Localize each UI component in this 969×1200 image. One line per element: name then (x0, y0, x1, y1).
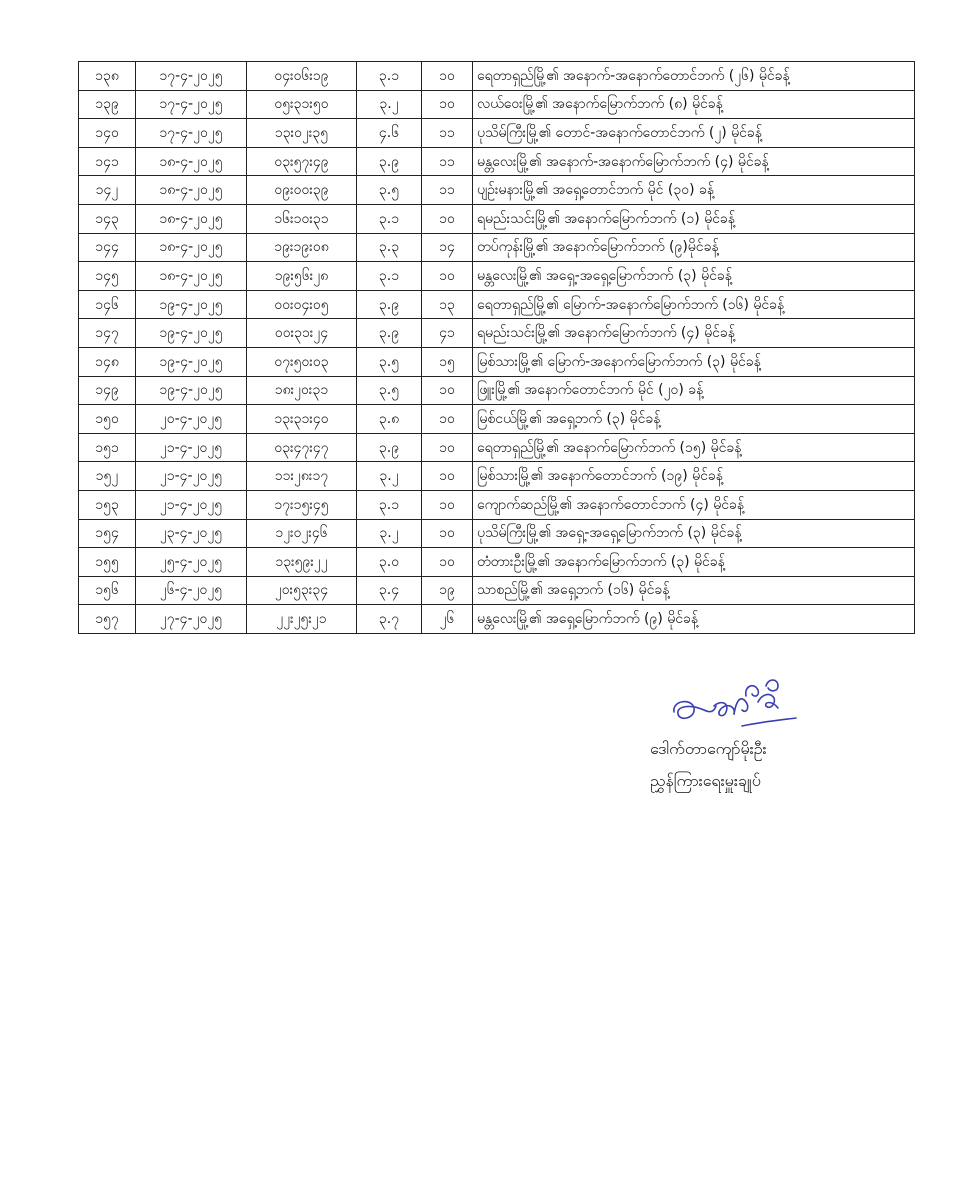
event-time-cell: ၁၃း၃၁း၄၀ (247, 405, 357, 434)
event-date-cell: ၁၉-၄-၂၀၂၅ (136, 290, 247, 319)
event-time-cell: ၂၀း၅၃း၃၄ (247, 576, 357, 605)
event-number-cell: ၁၄၄ (79, 233, 136, 262)
table-row (79, 119, 915, 148)
depth-cell: ၁၀ (422, 204, 473, 233)
location-cell: ရေတာရှည်မြို့၏ အနောက်မြောက်ဘက် (၁၅) မိုင်ခန့် (473, 433, 915, 462)
depth-cell: ၁၀ (422, 262, 473, 291)
location-cell: သာစည်မြို့၏ အရှေ့ဘက် (၁၆) မိုင်ခန့် (473, 576, 915, 605)
table-row (79, 576, 915, 605)
event-date-cell: ၂၁-၄-၂၀၂၅ (136, 433, 247, 462)
table-row (79, 204, 915, 233)
event-number-cell: ၁၄၁ (79, 147, 136, 176)
table-row (79, 290, 915, 319)
event-date-cell: ၁၉-၄-၂၀၂၅ (136, 376, 247, 405)
event-time-cell: ၀၃း၅၇း၄၉ (247, 147, 357, 176)
event-time-cell: ၀၃း၄၇း၄၇ (247, 433, 357, 462)
event-date-cell: ၁၇-၄-၂၀၂၅ (136, 62, 247, 91)
event-number-cell: ၁၄၇ (79, 319, 136, 348)
depth-cell: ၁၅ (422, 347, 473, 376)
depth-cell: ၁၀ (422, 490, 473, 519)
event-number-cell: ၁၄၅ (79, 262, 136, 291)
magnitude-cell: ၃.၄ (357, 576, 422, 605)
event-date-cell: ၂၁-၄-၂၀၂၅ (136, 490, 247, 519)
event-date-cell: ၂၇-၄-၂၀၂၅ (136, 605, 247, 634)
event-time-cell: ၀၅း၃၁း၅၀ (247, 90, 357, 119)
event-time-cell: ၁၃း၅၉း၂၂ (247, 548, 357, 577)
magnitude-cell: ၃.၉ (357, 319, 422, 348)
event-number-cell: ၁၅၂ (79, 462, 136, 491)
event-date-cell: ၁၇-၄-၂၀၂၅ (136, 119, 247, 148)
magnitude-cell: ၃.၁ (357, 262, 422, 291)
event-number-cell: ၁၄၀ (79, 119, 136, 148)
depth-cell: ၄၁ (422, 319, 473, 348)
magnitude-cell: ၄.၆ (357, 119, 422, 148)
event-time-cell: ၁၆း၁၀း၃၁ (247, 204, 357, 233)
magnitude-cell: ၃.၅ (357, 347, 422, 376)
event-number-cell: ၁၅၃ (79, 490, 136, 519)
location-cell: ရေတာရှည်မြို့၏ မြောက်-အနောက်မြောက်ဘက် (၁၆) မိုင်ခန့် (473, 290, 915, 319)
magnitude-cell: ၃.၅ (357, 176, 422, 205)
magnitude-cell: ၃.၉ (357, 290, 422, 319)
event-date-cell: ၁၉-၄-၂၀၂၅ (136, 347, 247, 376)
event-date-cell: ၁၉-၄-၂၀၂၅ (136, 319, 247, 348)
table-row (79, 233, 915, 262)
event-number-cell: ၁၅၀ (79, 405, 136, 434)
location-cell: ရမည်းသင်းမြို့၏ အနောက်မြောက်ဘက် (၄) မိုင်ခန့် (473, 319, 915, 348)
event-number-cell: ၁၄၉ (79, 376, 136, 405)
depth-cell: ၁၀ (422, 433, 473, 462)
event-number-cell: ၁၃၈ (79, 62, 136, 91)
table-row (79, 62, 915, 91)
event-time-cell: ၀၄း၀၆း၁၉ (247, 62, 357, 91)
magnitude-cell: ၃.၁ (357, 204, 422, 233)
location-cell: မြစ်ငယ်မြို့၏ အရှေ့ဘက် (၃) မိုင်ခန့် (473, 405, 915, 434)
earthquake-table-body (79, 62, 915, 634)
event-date-cell: ၂၃-၄-၂၀၂၅ (136, 519, 247, 548)
location-cell: ရေတာရှည်မြို့၏ အနောက်-အနောက်တောင်ဘက် (၂၆) မိုင်ခန့် (473, 62, 915, 91)
magnitude-cell: ၃.၂ (357, 90, 422, 119)
table-row (79, 147, 915, 176)
table-row (79, 262, 915, 291)
table-row (79, 347, 915, 376)
table-row (79, 376, 915, 405)
depth-cell: ၁၄ (422, 233, 473, 262)
location-cell: ပုသိမ်ကြီးမြို့၏ တောင်-အနောက်တောင်ဘက် (၂) မိုင်ခန့် (473, 119, 915, 148)
event-time-cell: ၀၀း၀၄း၀၅ (247, 290, 357, 319)
event-time-cell: ၁၉း၁၉း၀၈ (247, 233, 357, 262)
magnitude-cell: ၃.၂ (357, 519, 422, 548)
magnitude-cell: ၃.၉ (357, 433, 422, 462)
magnitude-cell: ၃.၁ (357, 490, 422, 519)
location-cell: ဖြူးမြို့၏ အနောက်တောင်ဘက် မိုင် (၂၀) ခန့် (473, 376, 915, 405)
depth-cell: ၁၀ (422, 519, 473, 548)
event-date-cell: ၂၅-၄-၂၀၂၅ (136, 548, 247, 577)
event-date-cell: ၂၁-၄-၂၀၂၅ (136, 462, 247, 491)
event-date-cell: ၂၆-၄-၂၀၂၅ (136, 576, 247, 605)
location-cell: ရမည်းသင်းမြို့၏ အနောက်မြောက်ဘက် (၁) မိုင်ခန့် (473, 204, 915, 233)
event-date-cell: ၁၈-၄-၂၀၂၅ (136, 262, 247, 291)
depth-cell: ၁၁ (422, 176, 473, 205)
event-time-cell: ၁၂း၀၂း၄၆ (247, 519, 357, 548)
event-number-cell: ၁၃၉ (79, 90, 136, 119)
table-row (79, 462, 915, 491)
depth-cell: ၂၆ (422, 605, 473, 634)
location-cell: မြစ်သားမြို့၏ မြောက်-အနောက်မြောက်ဘက် (၃) မိုင်ခန့် (473, 347, 915, 376)
event-date-cell: ၁၈-၄-၂၀၂၅ (136, 147, 247, 176)
event-date-cell: ၁၈-၄-၂၀၂၅ (136, 204, 247, 233)
event-date-cell: ၁၈-၄-၂၀၂၅ (136, 233, 247, 262)
signer-name: ဒေါက်တာကျော်မိုးဦး (650, 739, 767, 758)
magnitude-cell: ၃.၈ (357, 405, 422, 434)
table-row (79, 319, 915, 348)
event-number-cell: ၁၅၇ (79, 605, 136, 634)
magnitude-cell: ၃.၇ (357, 605, 422, 634)
table-row (79, 605, 915, 634)
magnitude-cell: ၃.၁ (357, 62, 422, 91)
location-cell: မန္တလေးမြို့၏ အရှေ့မြောက်ဘက် (၉) မိုင်ခန့် (473, 605, 915, 634)
event-number-cell: ၁၄၆ (79, 290, 136, 319)
magnitude-cell: ၃.၃ (357, 233, 422, 262)
table-row (79, 548, 915, 577)
location-cell: မန္တလေးမြို့၏ အရှေ့-အရှေ့မြောက်ဘက် (၃) မိုင်ခန့် (473, 262, 915, 291)
table-row (79, 176, 915, 205)
event-date-cell: ၂၀-၄-၂၀၂၅ (136, 405, 247, 434)
magnitude-cell: ၃.၀ (357, 548, 422, 577)
event-time-cell: ၁၇း၁၅း၄၅ (247, 490, 357, 519)
event-time-cell: ၁၃း၀၂း၃၅ (247, 119, 357, 148)
event-time-cell: ၀၉း၀၀း၃၉ (247, 176, 357, 205)
depth-cell: ၁၀ (422, 462, 473, 491)
table-row (79, 433, 915, 462)
event-number-cell: ၁၄၃ (79, 204, 136, 233)
depth-cell: ၁၀ (422, 90, 473, 119)
depth-cell: ၁၁ (422, 119, 473, 148)
event-time-cell: ၂၂း၂၅း၂၁ (247, 605, 357, 634)
event-number-cell: ၁၅၅ (79, 548, 136, 577)
location-cell: လယ်ဝေးမြို့၏ အနောက်မြောက်ဘက် (၈) မိုင်ခန့် (473, 90, 915, 119)
signature-mark (670, 672, 800, 736)
event-number-cell: ၁၅၆ (79, 576, 136, 605)
depth-cell: ၁၀ (422, 62, 473, 91)
location-cell: မြစ်သားမြို့၏ အနောက်တောင်ဘက် (၁၉) မိုင်ခန့် (473, 462, 915, 491)
table-row (79, 90, 915, 119)
signer-title: ညွှန်ကြားရေးမှူးချုပ် (650, 771, 761, 790)
event-time-cell: ၀၇း၅၀း၀၃ (247, 347, 357, 376)
location-cell: တံတားဦးမြို့၏ အနောက်မြောက်ဘက် (၃) မိုင်ခန့် (473, 548, 915, 577)
event-number-cell: ၁၅၁ (79, 433, 136, 462)
magnitude-cell: ၃.၉ (357, 147, 422, 176)
event-number-cell: ၁၄၂ (79, 176, 136, 205)
location-cell: ပျဉ်းမနားမြို့၏ အရှေ့တောင်ဘက် မိုင် (၃၀) ခန့် (473, 176, 915, 205)
location-cell: ကျောက်ဆည်မြို့၏ အနောက်တောင်ဘက် (၄) မိုင်ခန့် (473, 490, 915, 519)
depth-cell: ၁၁ (422, 147, 473, 176)
event-time-cell: ၁၁း၂၈း၁၇ (247, 462, 357, 491)
earthquake-table (78, 61, 915, 634)
table-row (79, 490, 915, 519)
event-date-cell: ၁၈-၄-၂၀၂၅ (136, 176, 247, 205)
depth-cell: ၁၃ (422, 290, 473, 319)
depth-cell: ၁၉ (422, 576, 473, 605)
magnitude-cell: ၃.၂ (357, 462, 422, 491)
depth-cell: ၁၀ (422, 405, 473, 434)
event-time-cell: ၁၈း၂၀း၃၁ (247, 376, 357, 405)
location-cell: မန္တလေးမြို့၏ အနောက်-အနောက်မြောက်ဘက် (၄) မိုင်ခန့် (473, 147, 915, 176)
location-cell: ပုသိမ်ကြီးမြို့၏ အရှေ့-အရှေ့မြောက်ဘက် (၃) မိုင်ခန့် (473, 519, 915, 548)
depth-cell: ၁၀ (422, 548, 473, 577)
event-time-cell: ၀၀း၃၁း၂၄ (247, 319, 357, 348)
table-row (79, 519, 915, 548)
event-date-cell: ၁၇-၄-၂၀၂၅ (136, 90, 247, 119)
magnitude-cell: ၃.၅ (357, 376, 422, 405)
table-row (79, 405, 915, 434)
event-number-cell: ၁၅၄ (79, 519, 136, 548)
event-number-cell: ၁၄၈ (79, 347, 136, 376)
location-cell: တပ်ကုန်းမြို့၏ အနောက်မြောက်ဘက် (၉)မိုင်ခန့် (473, 233, 915, 262)
event-time-cell: ၁၉း၅၆း၂၈ (247, 262, 357, 291)
depth-cell: ၁၀ (422, 376, 473, 405)
